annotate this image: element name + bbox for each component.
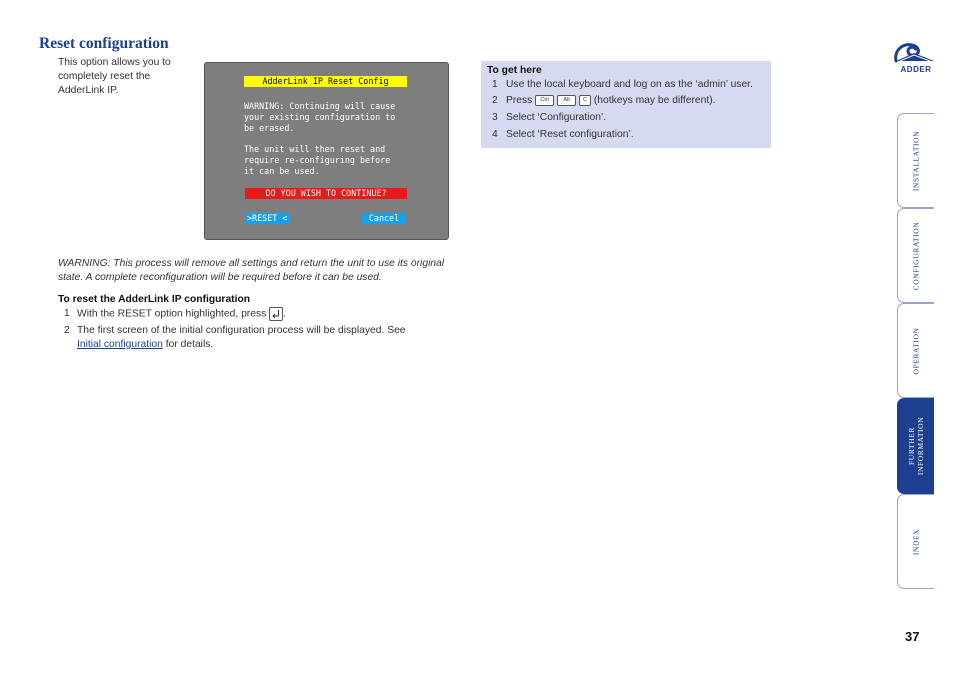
step-end: . xyxy=(283,308,287,320)
intro-text: This option allows you to completely reset the AdderLink IP. xyxy=(58,57,171,96)
tab-further-information[interactable] xyxy=(897,398,934,494)
to-get-here-box xyxy=(481,61,771,148)
step-text: Press xyxy=(506,95,533,106)
warning-text: WARNING: This process will remove all settings and return the unit to use its original state. A complete reconfiguration will be required before it can be used. xyxy=(58,258,445,283)
page-title: Reset configuration xyxy=(39,35,169,52)
tab-installation[interactable] xyxy=(897,113,934,208)
ctrl-key-icon: Ctrl xyxy=(535,95,554,106)
screen-reset-button: >RESET < xyxy=(245,213,290,224)
tab-configuration[interactable] xyxy=(897,208,934,303)
tab-operation[interactable] xyxy=(897,303,934,398)
screen-cancel-button: Cancel xyxy=(362,213,406,224)
step-number: 3 xyxy=(492,112,498,123)
tab-label: FURTHER INFORMATION xyxy=(907,416,925,476)
step-number: 2 xyxy=(64,325,70,336)
steps-heading: To reset the AdderLink IP configuration xyxy=(58,294,251,305)
screen-warning-text: WARNING: Continuing will cause your existing configuration to be erased. xyxy=(244,101,396,133)
tab-label: INSTALLATION xyxy=(911,130,921,191)
step-number: 2 xyxy=(492,95,498,106)
screen-title: AdderLink IP Reset Config xyxy=(244,76,407,87)
enter-key-icon xyxy=(269,307,283,321)
page-number: 37 xyxy=(905,629,920,644)
step-text: Select ‘Configuration’. xyxy=(506,112,607,123)
alt-key-icon: Alt xyxy=(557,95,576,106)
step-number: 1 xyxy=(492,79,498,90)
c-key-icon: C xyxy=(579,95,591,106)
step-number: 4 xyxy=(492,129,498,140)
screen-reset-text: The unit will then reset and require re-configuring before it can be used. xyxy=(244,144,391,176)
tab-label: INDEX xyxy=(911,528,921,555)
step-number: 1 xyxy=(64,308,70,319)
box-heading: To get here xyxy=(487,65,542,76)
step-text: Use the local keyboard and log on as the ‘admin’ user. xyxy=(506,79,753,90)
step-text: The first screen of the initial configuration process will be displayed. See xyxy=(77,325,406,336)
adder-logo-text: ADDER xyxy=(900,65,932,74)
screen-confirm-prompt: DO YOU WISH TO CONTINUE? xyxy=(245,188,407,199)
reset-config-screenshot xyxy=(204,62,449,240)
tab-label: OPERATION xyxy=(911,326,921,375)
step-end: for details. xyxy=(165,339,214,350)
step-text: Select ‘Reset configuration’. xyxy=(506,129,634,140)
step-text-post: (hotkeys may be different). xyxy=(593,95,716,106)
tab-index[interactable] xyxy=(897,494,934,589)
initial-configuration-link[interactable]: Initial configuration xyxy=(77,339,163,350)
tab-label: CONFIGURATION xyxy=(911,221,921,290)
step-text: With the RESET option highlighted, press xyxy=(77,308,267,320)
